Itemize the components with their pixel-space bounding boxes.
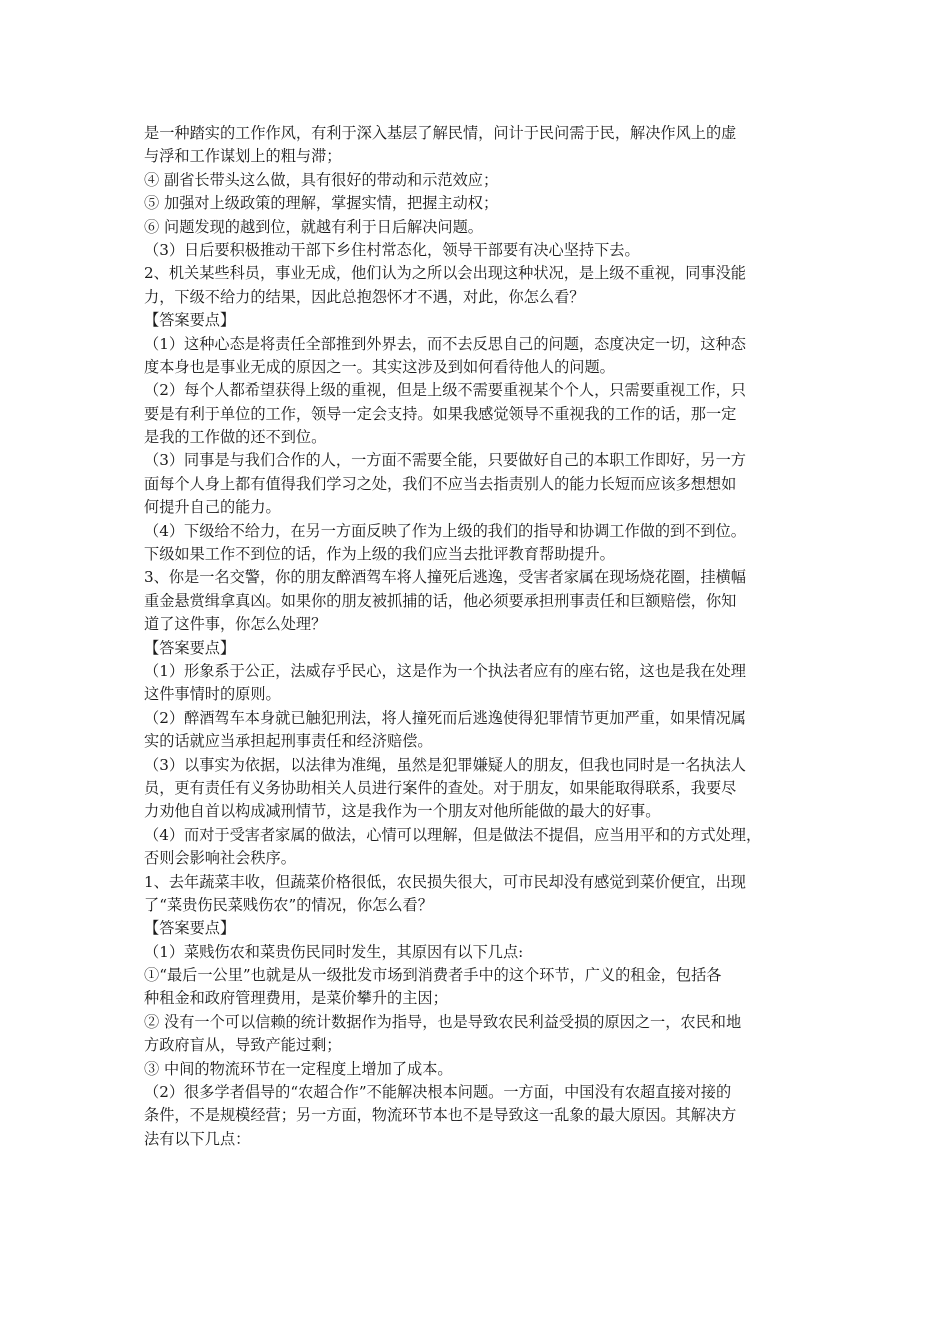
- answer-heading: 【答案要点】: [144, 638, 236, 657]
- text-line: ④ 副省长带头这么做，具有很好的带动和示范效应；: [144, 170, 499, 189]
- answer-heading: 【答案要点】: [144, 311, 236, 330]
- text-line: 与浮和工作谋划上的粗与滞；: [144, 147, 342, 166]
- answer-heading: 【答案要点】: [144, 919, 236, 938]
- text-line: （4）而对于受害者家属的做法，心情可以理解，但是做法不提倡，应当用平和的方式处理，: [144, 825, 762, 844]
- question-1: 1、去年蔬菜丰收，但蔬菜价格很低，农民损失很大，可市民却没有感觉到菜价便宜，出现: [144, 872, 746, 891]
- text-line: （3）日后要积极推动干部下乡住村常态化，领导干部要有决心坚持下去。: [144, 240, 640, 259]
- text-line: 要是有利于单位的工作，领导一定会支持。如果我感觉领导不重视我的工作的话，那一定: [144, 404, 737, 423]
- text-line: 条件，不是规模经营；另一方面，物流环节本也不是导致这一乱象的最大原因。其解决方: [144, 1106, 737, 1125]
- text-line: （1）这种心态是将责任全部推到外界去，而不去反思自己的问题，态度决定一切，这种态: [144, 334, 746, 353]
- text-line: （2）很多学者倡导的“农超合作”不能解决根本问题。一方面，中国没有农超直接对接的: [144, 1083, 732, 1102]
- text-line: （2）每个人都希望获得上级的重视，但是上级不需要重视某个个人，只需要重视工作，只: [144, 381, 746, 400]
- text-line: 道了这件事，你怎么处理？: [144, 615, 327, 634]
- text-line: 这件事情时的原则。: [144, 685, 281, 704]
- text-line: 方政府盲从，导致产能过剩；: [144, 1036, 342, 1055]
- text-line: 度本身也是事业无成的原因之一。其实这涉及到如何看待他人的问题。: [144, 357, 615, 376]
- text-line: 了“菜贵伤民菜贱伤农”的情况，你怎么看？: [144, 895, 433, 914]
- text-line: 面每个人身上都有值得我们学习之处，我们不应当去指责别人的能力长短而应该多想想如: [144, 474, 737, 493]
- text-line: 实的话就应当承担起刑事责任和经济赔偿。: [144, 732, 433, 751]
- text-line: ② 没有一个可以信赖的统计数据作为指导，也是导致农民利益受损的原因之一，农民和地: [144, 1012, 742, 1031]
- text-line: （3）同事是与我们合作的人，一方面不需要全能，只要做好自己的本职工作即好，另一方: [144, 451, 746, 470]
- text-line: 力劝他自首以构成减刑情节，这是我作为一个朋友对他所能做的最大的好事。: [144, 802, 661, 821]
- text-line: ①“最后一公里”也就是从一级批发市场到消费者手中的这个环节，广义的租金，包括各: [144, 966, 722, 985]
- question-2: 2、机关某些科员，事业无成，他们认为之所以会出现这种状况，是上级不重视，同事没能: [144, 264, 746, 283]
- text-line: 法有以下几点：: [144, 1129, 251, 1148]
- text-line: （1）菜贱伤农和菜贵伤民同时发生，其原因有以下几点:: [144, 942, 524, 961]
- text-line: ⑥ 问题发现的越到位，就越有利于日后解决问题。: [144, 217, 483, 236]
- text-line: ③ 中间的物流环节在一定程度上增加了成本。: [144, 1059, 453, 1078]
- text-line: 力，下级不给力的结果，因此总抱怨怀才不遇，对此，你怎么看？: [144, 287, 585, 306]
- text-line: 重金悬赏缉拿真凶。如果你的朋友被抓捕的话，他必须要承担刑事责任和巨额赔偿，你知: [144, 591, 737, 610]
- text-line: 种租金和政府管理费用，是菜价攀升的主因；: [144, 989, 448, 1008]
- text-line: 是我的工作做的还不到位。: [144, 428, 327, 447]
- text-line: 下级如果工作不到位的话，作为上级的我们应当去批评教育帮助提升。: [144, 545, 615, 564]
- text-line: （1）形象系于公正，法威存乎民心，这是作为一个执法者应有的座右铭，这也是我在处理: [144, 661, 746, 680]
- text-line: （4）下级给不给力，在另一方面反映了作为上级的我们的指导和协调工作做的到不到位。: [144, 521, 746, 540]
- question-3: 3、你是一名交警，你的朋友醉酒驾车将人撞死后逃逸，受害者家属在现场烧花圈，挂横幅: [144, 568, 746, 587]
- text-line: （2）醉酒驾车本身就已触犯刑法，将人撞死而后逃逸使得犯罪情节更加严重，如果情况属: [144, 708, 746, 727]
- text-line: ⑤ 加强对上级政策的理解，掌握实情，把握主动权；: [144, 194, 499, 213]
- text-line: 是一种踏实的工作作风，有利于深入基层了解民情，问计于民问需于民，解决作风上的虚: [144, 124, 737, 142]
- text-line: 何提升自己的能力。: [144, 498, 281, 517]
- text-line: 否则会影响社会秩序。: [144, 849, 296, 868]
- document-body: [144, 122, 824, 1151]
- text-line: （3）以事实为依据，以法律为准绳，虽然是犯罪嫌疑人的朋友，但我也同时是一名执法人: [144, 755, 746, 774]
- text-line: 员，更有责任有义务协助相关人员进行案件的查处。对于朋友，如果能取得联系，我要尽: [144, 778, 737, 797]
